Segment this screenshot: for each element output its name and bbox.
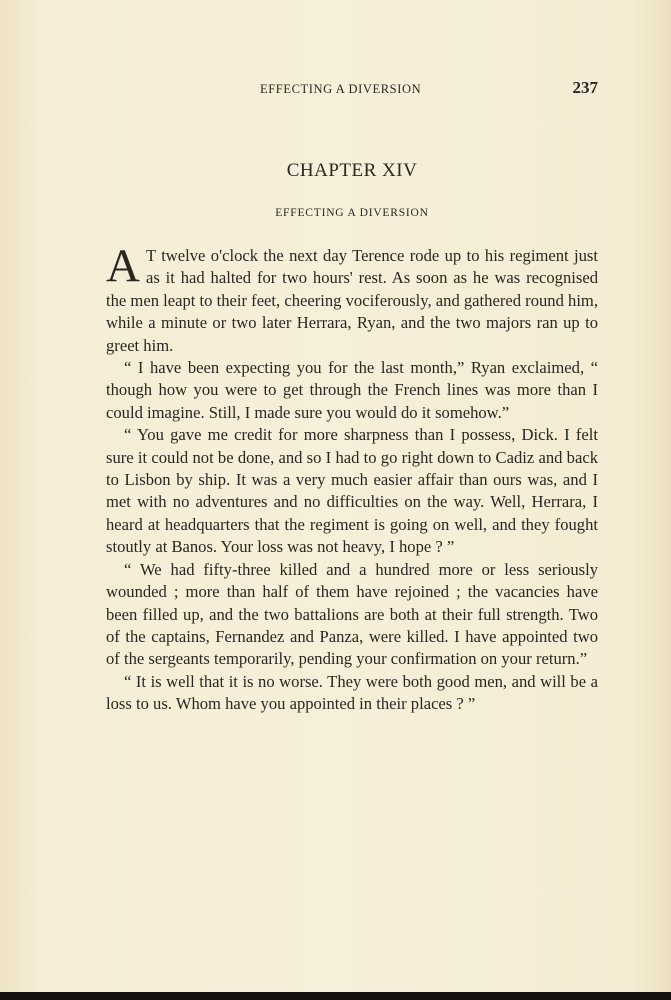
page-number: 237 xyxy=(572,78,598,97)
running-title: EFFECTING A DIVERSION xyxy=(260,82,422,96)
first-word-rest: T xyxy=(145,246,156,265)
paragraph-5: “ It is well that it is no worse. They were both good men, and will be a loss to us. Whom have you appointed in their places ? ” xyxy=(106,671,598,714)
running-head xyxy=(106,78,598,100)
drop-cap: A xyxy=(106,240,140,292)
paragraph-3: “ You gave me credit for more sharpness than I possess, Dick. I felt sure it could not be done, and so I had to go right down to Cadiz and back to Lisbon by ship. It was a very much easier affair than ours was, and I met with no adventures and no difficulties on the way. Well, Herrara, I heard at headquarters that the regiment is going on well, and they fought stoutly at Banos. Your loss was not heavy, I hope ? ” xyxy=(106,425,598,557)
paragraph-4: “ We had fifty-three killed and a hundred more or less seriously wounded ; more than half of them have rejoined ; the vacancies have been filled up, and the two battalions are both at their full strength. Two of the captains, Fernandez and Panza, were killed. I have appointed two of the sergeants temporarily, pending your confirmation on your return.” xyxy=(106,559,598,669)
chapter-subtitle: EFFECTING A DIVERSION xyxy=(275,207,429,219)
page-bottom-edge xyxy=(0,992,671,1000)
paragraph-1-text: twelve o'clock the next day Terence rode up to his regiment just as it had halted for two hours' rest. As soon as he was recognised the men leapt to their feet, cheering vociferously, and gathered round him, while a minute or two later Herrara, Ryan, and the two majors ran up to greet him. xyxy=(106,246,598,355)
paragraph-2: “ I have been expecting you for the last month,” Ryan exclaimed, “ though how you were to get through the French lines was more than I could imagine. Still, I made sure you would do it somehow.” xyxy=(106,358,598,422)
paragraph-1 xyxy=(106,240,598,357)
body-text xyxy=(106,240,598,716)
chapter-title: CHAPTER XIV xyxy=(286,160,418,181)
